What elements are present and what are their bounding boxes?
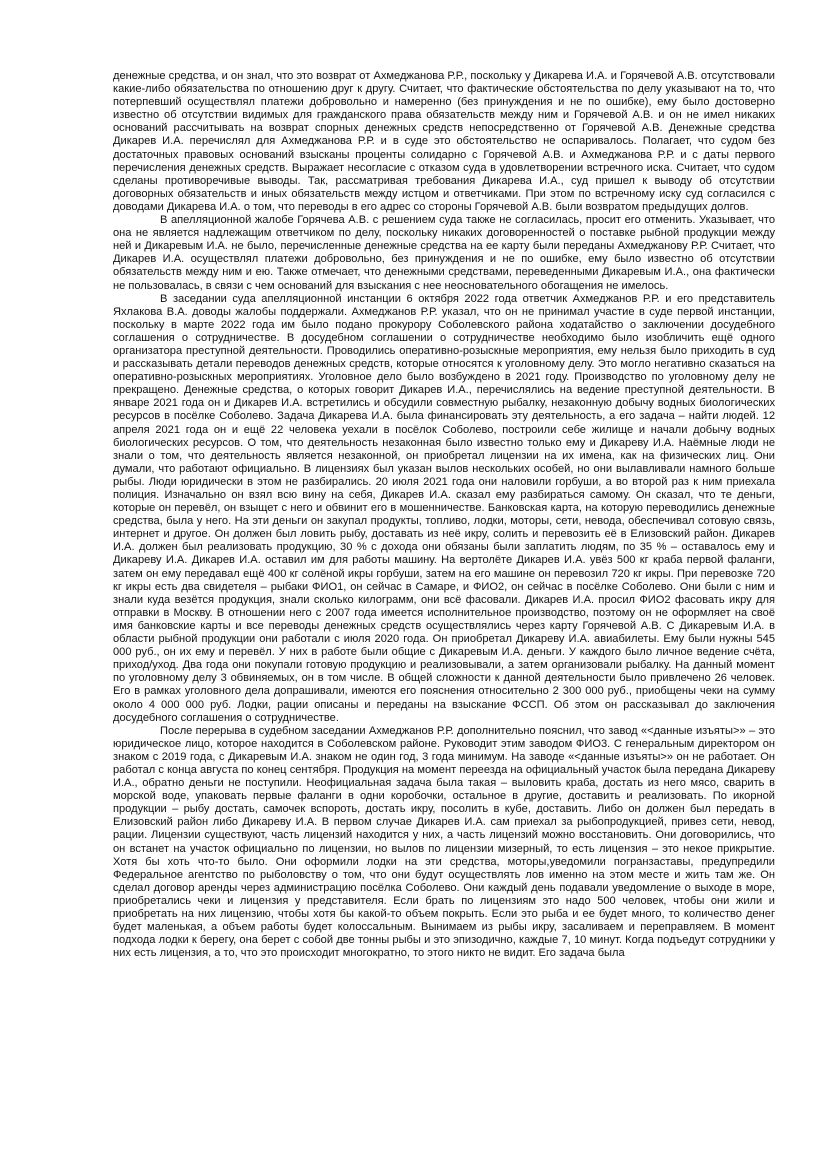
paragraph-4: После перерыва в судебном заседании Ахмеджанов Р.Р. дополнительно пояснил, что завод «<данные изъяты>» – это юридическое лицо, которое находится в Соболевском районе. Руководит этим заводом ФИО3. С генеральным директором он знаком с 2019 года, с Дикаревым И.А. знаком не один год, 3 года минимум. На заводе «<данные изъяты>» он не работает. Он работал с конца августа по конец сентября. Продукция на момент переезда на официальный участок была передана Дикареву И.А., обратно деньги не поступили. Неофициальная задача была такая – выловить краба, достать из него мясо, сварить в морской воде, упаковать первые фаланги в одни коробочки, остальное в другие, доставить и реализовать. По икорной продукции – рыбу достать, самочек вспороть, достать икру, посолить в кубе, доставить. Либо он должен был передать в Елизовский район либо Дикареву И.А. В первом случае Дикарев И.А. сам приехал за рыбопродукцией, привез сети, невод, рации. Лицензии существуют, часть лицензий находится у них, а часть лицензий можно восстановить. Они договорились, что он встанет на участок официально по лицензии, но вылов по лицензии мизерный, то есть лицензия – это некое прикрытие. Хотя бы хоть что-то было. Они оформили лодки на эти средства, моторы,уведомили погранзаставы, предупредили Федеральное агентство по рыболовству о том, что они будут осуществлять лов именно на этом месте и жить там же. Он сделал договор аренды через администрацию посёлка Соболево. Они каждый день подавали уведомление о выходе в море, приобретались чеки и лицензия у представителя. Если брать по лицензиям это надо 500 человек, чтобы они жили и приобретать на них лицензию, чтобы хотя бы какой-то объем покрыть. Если это рыба и ее будет много, то количество денег будет маленькая, а объем работы будет колоссальным. Вынимаем из рыбы икру, засаливаем и переправляем. В момент подхода лодки к берегу, она берет с собой две тонны рыбы и это эпизодично, каждые 7, 10 минут. Когда подъедут сотрудники у них есть лицензия, а то, что это происходит многократно, то этого никто не видит. Его задача была xyxy=(113,724,775,960)
document-page xyxy=(113,70,775,960)
paragraph-3: В заседании суда апелляционной инстанции 6 октября 2022 года ответчик Ахмеджанов Р.Р. и его представитель Яхлакова В.А. доводы жалобы поддержали. Ахмеджанов Р.Р. указал, что он не принимал участие в суде первой инстанции, поскольку в марте 2022 года им было подано прокурору Соболевского района ходатайство о заключении досудебного соглашения о сотрудничестве. В досудебном соглашении о сотрудничестве необходимо было изобличить ещё одного организатора преступной деятельности. Проводились оперативно-розыскные мероприятия, ему нельзя было приходить в суд и рассказывать детали переводов денежных средств, которые относятся к уголовному делу. Это могло негативно сказаться на оперативно-розыскных мероприятиях. Уголовное дело было возбуждено в 2021 году. Производство по уголовному делу не прекращено. Денежные средства, о которых говорит Дикарев И.А., перечислялись на ведение преступной деятельности. В январе 2021 года он и Дикарев И.А. встретились и обсудили совместную рыбалку, незаконную добычу водных биологических ресурсов в посёлке Соболево. Задача Дикарева И.А. была финансировать эту деятельность, а его задача – найти людей. 12 апреля 2021 года он и ещё 22 человека уехали в посёлок Соболево, построили себе жилище и начали добычу водных биологических ресурсов. О том, что деятельность незаконная было известно только ему и Дикареву И.А. Наёмные люди не знали о том, что деятельность является незаконной, он приобретал лицензии на их имена, как на физических лиц. Они думали, что работают официально. В лицензиях был указан вылов нескольких особей, но они вылавливали намного больше рыбы. Люди юридически в этом не разбирались. 20 июля 2021 года они наловили горбуши, а во второй раз к ним приехала полиция. Изначально он взял всю вину на себя, Дикарев И.А. сказал ему разбираться самому. Он сказал, что те деньги, которые он перевёл, он взыщет с него и обвинит его в мошенничестве. Банковская карта, на которую переводились денежные средства, была у него. На эти деньги он закупал продукты, топливо, лодки, моторы, сети, невода, обеспечивал сотовую связь, интернет и другое. Он должен был ловить рыбу, доставать из неё икру, солить и перевозить её в Елизовский район. Дикарев И.А. должен был реализовать продукцию, 30 % с дохода они обязаны были заплатить людям, по 35 % – оставалось ему и Дикареву И.А. Дикарев И.А. оставил им для работы машину. На вертолёте Дикарев И.А. увёз 500 кг краба первой фаланги, затем он ему передавал ещё 400 кг солёной икры горбуши, затем на его машине он перевозил 720 кг икры. При перевозке 720 кг икры есть два свидетеля – рыбаки ФИО1, он сейчас в Самаре, и ФИО2, он сейчас в посёлке Соболево. Они были с ним и знали куда везётся продукция, знали сколько килограмм, они всё фасовали. Дикарев И.А. просил ФИО2 фасовать икру для отправки в Москву. В отношении него с 2007 года имеется исполнительное производство, поэтому он не оформляет на своё имя банковские карты и все переводы денежных средств осуществлялись через карту Горячевой А.В. С Дикаревым И.А. в области рыбной продукции они работали с июля 2020 года. Он приобретал Дикареву И.А. авиабилеты. Ему были нужны 545 000 руб., он их ему и перевёл. У них в работе были общие с Дикаревым И.А. деньги. У каждого было личное ведение счёта, приход/уход. Два года они покупали готовую продукцию и реализовывали, а затем организовали рыбалку. На данный момент по уголовному делу 3 обвиняемых, он в том числе. В общей сложности к данной деятельности было привлечено 26 человек. Его в рамках уголовного дела допрашивали, имеются его пояснения относительно 2 300 000 руб., приобщены чеки на сумму около 4 000 000 руб. Лодки, рации описаны и переданы на взыскание ФССП. Об этом он рассказывал до заключения досудебного соглашения о сотрудничестве. xyxy=(113,292,775,724)
paragraph-2: В апелляционной жалобе Горячева А.В. с решением суда также не согласилась, просит его отменить. Указывает, что она не является надлежащим ответчиком по делу, поскольку никаких договоренностей о поставке рыбной продукции между ней и Дикаревым И.А. не было, перечисленные денежные средства на ее карту были переданы Ахмеджанову Р.Р. Считает, что Дикарев И.А. осуществлял платежи добровольно, без принуждения и не по ошибке, ему было известно об отсутствии обязательств между ним и ею. Также отмечает, что денежными средствами, переведенными Дикаревым И.А., она фактически не пользовалась, в связи с чем оснований для взыскания с нее неосновательного обогащения не имелось. xyxy=(113,214,775,292)
paragraph-1: денежные средства, и он знал, что это возврат от Ахмеджанова Р.Р., поскольку у Дикарева И.А. и Горячевой А.В. отсутствовали какие-либо обязательства по отношению друг к другу. Считает, что фактические обстоятельства по делу указывают на то, что потерпевший осуществлял платежи добровольно и намеренно (без принуждения и не по ошибке), ему было достоверно известно об отсутствии видимых для гражданского права обязательств между ним и Горячевой А.В. и он не имел никаких оснований рассчитывать на возврат спорных денежных средств непосредственно от Горячевой А.В. Денежные средства Дикарев И.А. перечислял для Ахмеджанова Р.Р. и в суде это обстоятельство не оспаривалось. Полагает, что судом без достаточных правовых оснований взысканы проценты солидарно с Горячевой А.В. и Ахмеджанова Р.Р. и с даты первого перечисления денежных средств. Выражает несогласие с отказом суда в удовлетворении встречного иска. Считает, что судом сделаны противоречивые выводы. Так, рассматривая требования Дикарева И.А., суд пришел к выводу об отсутствии договорных обязательств и иных обязательств между истцом и ответчиками. При этом по встречному иску суд согласился с доводами Дикарева И.А. о том, что переводы в его адрес со стороны Горячевой А.В. были возвратом предыдущих долгов. xyxy=(113,70,775,213)
